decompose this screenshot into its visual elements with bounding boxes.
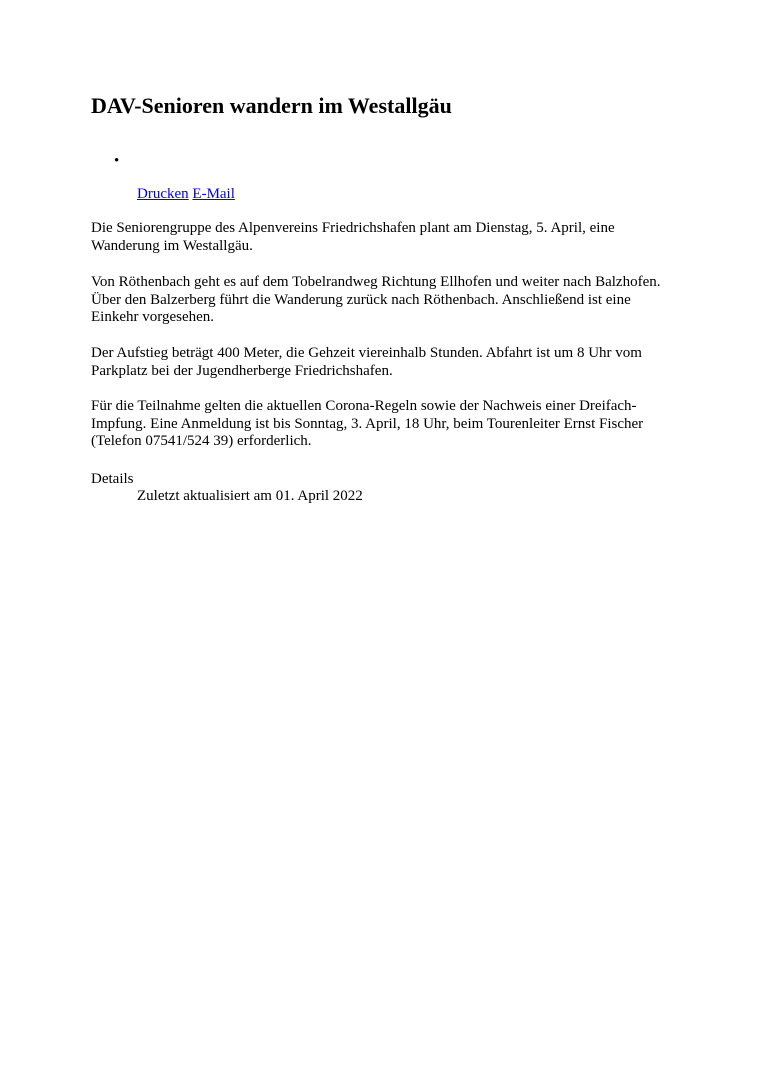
paragraph-route: Von Röthenbach geht es auf dem Tobelrandweg Richtung Ellhofen und weiter nach Balzhofen. Über den Balzerberg führt die Wanderung zurück nach Röthenbach. Anschließend ist eine Einkehr vorgesehen.: [91, 274, 661, 325]
article-actions: [137, 185, 235, 203]
details-label: Details: [91, 471, 134, 487]
email-link[interactable]: E-Mail: [192, 186, 235, 202]
last-updated: Zuletzt aktualisiert am 01. April 2022: [137, 488, 363, 504]
article-title: DAV-Senioren wandern im Westallgäu: [91, 93, 452, 118]
paragraph-ascent: Der Aufstieg beträgt 400 Meter, die Gehzeit viereinhalb Stunden. Abfahrt ist um 8 Uhr vom Parkplatz bei der Jugendherberge Friedrichshafen.: [91, 345, 642, 379]
paragraph-intro: Die Seniorengruppe des Alpenvereins Friedrichshafen plant am Dienstag, 5. April, eine Wanderung im Westallgäu.: [91, 220, 615, 254]
bullet-point: •: [114, 153, 120, 169]
print-link[interactable]: Drucken: [137, 186, 189, 202]
paragraph-registration: Für die Teilnahme gelten die aktuellen Corona-Regeln sowie der Nachweis einer Dreifach-Impfung. Eine Anmeldung ist bis Sonntag, 3. April, 18 Uhr, beim Tourenleiter Ernst Fischer (Telefon 07541/524 39) erforderlich.: [91, 398, 644, 449]
